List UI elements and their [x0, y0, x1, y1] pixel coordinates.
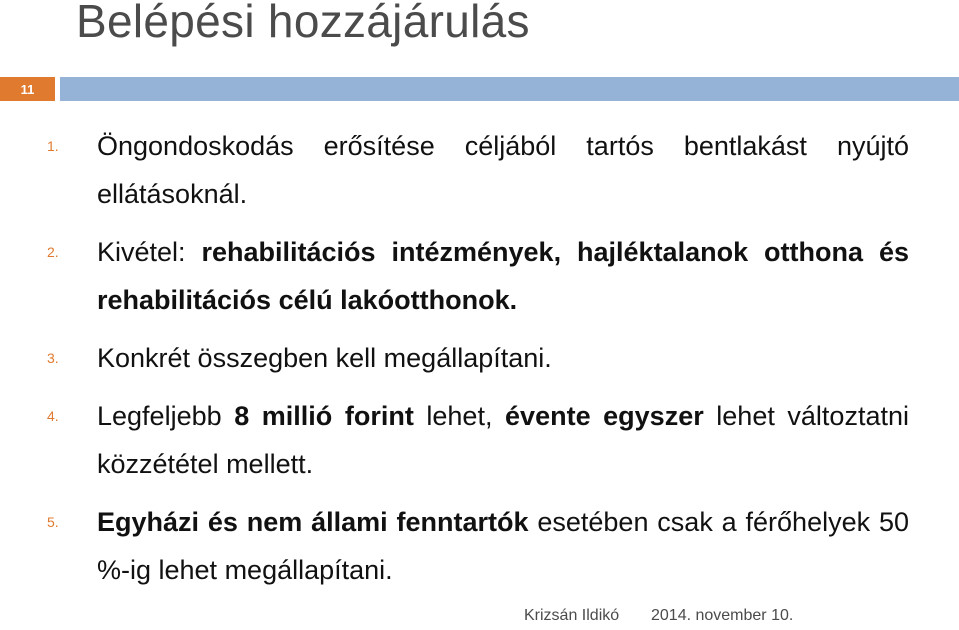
- bold-text: évente egyszer: [505, 401, 704, 431]
- title-underline-bar: [60, 77, 959, 101]
- item-number: 3.: [47, 350, 59, 366]
- list-item: [0, 334, 909, 382]
- item-text: Legfeljebb 8 millió forint lehet, évente egyszer lehet változtatni közzététel mellett.: [97, 401, 909, 479]
- list-item: [0, 392, 909, 488]
- item-text: Kivétel: rehabilitációs intézmények, hajléktalanok otthona és rehabilitációs célú lakóotthonok.: [97, 237, 909, 315]
- item-text: Egyházi és nem állami fenntartók esetében csak a férőhelyek 50 %-ig lehet megállapítani.: [97, 507, 909, 585]
- item-number: 5.: [47, 514, 59, 530]
- bold-text: Egyházi és nem állami fenntartók: [97, 507, 529, 537]
- bold-text: rehabilitációs intézmények, hajléktalanok otthona és rehabilitációs célú lakóotthonok.: [97, 237, 909, 315]
- slide-number-badge: 11: [0, 77, 55, 101]
- item-text: Konkrét összegben kell megállapítani.: [97, 343, 552, 373]
- item-number: 1.: [47, 138, 59, 154]
- item-number: 4.: [47, 408, 59, 424]
- footer-date: 2014. november 10.: [651, 607, 794, 624]
- bullet-list: [0, 122, 959, 594]
- footer-author: Krizsán Ildikó: [524, 607, 620, 624]
- slide-title: Belépési hozzájárulás: [76, 0, 530, 47]
- item-text: Öngondoskodás erősítése céljából tartós bentlakást nyújtó ellátásoknál.: [97, 131, 909, 209]
- list-item: [0, 122, 909, 218]
- list-item: [0, 228, 909, 324]
- bold-text: 8 millió forint: [234, 401, 414, 431]
- item-number: 2.: [47, 244, 59, 260]
- list-item: [0, 498, 909, 594]
